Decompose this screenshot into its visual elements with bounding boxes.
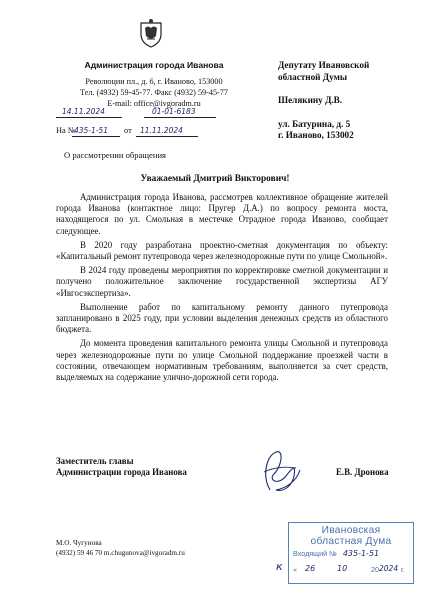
stamp-date-quote: «: [293, 565, 297, 574]
recipient-name: Шелякину Д.В.: [278, 95, 343, 105]
paragraph-2: В 2020 году разработана проектно-сметная документация по объекту: «Капитальный ремонт путепровода через железнодорожные пути по улице Смольной».: [56, 239, 388, 262]
recipient-line1: Депутату Ивановской: [278, 60, 370, 70]
paragraph-1: Администрация города Иванова, рассмотрев коллективное обращение жителей города Иванова (контактное лицо: Пругер Д.А.) по вопросу ремонта моста, находящегося по ул. Смольная в местечке Отрадное города Иваново, сообщает следующее.: [56, 192, 388, 236]
outgoing-date: 14.11.2024: [62, 107, 105, 116]
recipient-line2: областной Думы: [278, 71, 347, 82]
stamp-number-label: Входящий №: [293, 549, 337, 558]
stamp-year: 2024: [379, 564, 399, 573]
stamp-line2: областная Дума: [310, 536, 392, 547]
executor-block: [56, 538, 185, 558]
salutation: Уважаемый Дмитрий Викторович!: [140, 174, 290, 184]
stamp-line1: Ивановская: [321, 525, 381, 536]
incoming-registration-stamp: [288, 522, 414, 584]
recipient-street: ул. Батурина, д. 5: [278, 118, 351, 129]
sender-name: Администрация города Иванова: [84, 60, 224, 70]
recipient-city: г. Иваново, 153002: [278, 130, 354, 140]
paragraph-5: До момента проведения капитального ремонта улицы Смольной и путепровода через железнодорожные пути по улице Смольной поддержание проезжей части в состоянии, отвечающем нормативным требованиям, выполняется за счет средств, выделяемых на содержание улично-дорожной сети города.: [56, 338, 388, 383]
reference-number-underline: [72, 136, 120, 137]
reference-date-underline: [136, 136, 198, 137]
handwritten-signature: [256, 446, 306, 496]
sender-address: Революции пл., д. 6, г. Иваново, 153000: [85, 77, 223, 86]
stamp-year-prefix: 20: [371, 565, 379, 574]
sender-phone-fax: Тел. (4932) 59-45-77. Факс (4932) 59-45-77: [80, 88, 228, 97]
sender-block: [64, 60, 244, 109]
stamp-number-row: [293, 549, 409, 561]
outgoing-date-underline: [56, 117, 122, 118]
executor-name: М.О. Чугунова: [56, 539, 102, 547]
recipient-block: [278, 60, 408, 142]
reference-number: 435-1-51: [74, 126, 109, 135]
signatory-position-line2: Администрации города Иванова: [56, 467, 187, 477]
signatory-name: Е.В. Дронова: [336, 467, 389, 477]
coat-of-arms-logo: [138, 18, 164, 48]
reference-from: от: [124, 126, 132, 135]
signatory-position-line1: Заместитель главы: [56, 456, 134, 466]
stamp-month: 10: [337, 564, 348, 573]
reference-line: [56, 126, 236, 138]
outgoing-registration-line: [56, 107, 226, 119]
reference-prefix: На №: [56, 126, 76, 135]
outgoing-number: 01-01-6183: [152, 107, 196, 116]
stamp-date-row: [293, 565, 411, 577]
outgoing-number-underline: [144, 117, 216, 118]
handwritten-mark: к: [276, 560, 283, 573]
executor-contact: (4932) 59 46 70 m.chugunova@ivgoradm.ru: [56, 549, 185, 557]
signatory-position: [56, 456, 187, 478]
stamp-year-suffix: г.: [401, 565, 405, 574]
paragraph-4: Выполнение работ по капитальному ремонту данного путепровода запланировано в 2025 году, при условии выделения денежных средств из областного бюджета.: [56, 301, 388, 335]
letter-body: [56, 192, 388, 386]
stamp-day: 26: [305, 564, 316, 573]
paragraph-3: В 2024 году проведены мероприятия по корректировке сметной документации и получено положительное заключение государственной экспертизы АГУ «Ивгосэкспертиза».: [56, 265, 388, 298]
reference-date: 11.11.2024: [140, 126, 183, 135]
subject-line: О рассмотрении обращения: [64, 150, 166, 160]
stamp-number: 435-1-51: [342, 549, 380, 558]
sender-email: E-mail: office@ivgoradm.ru: [107, 99, 201, 108]
